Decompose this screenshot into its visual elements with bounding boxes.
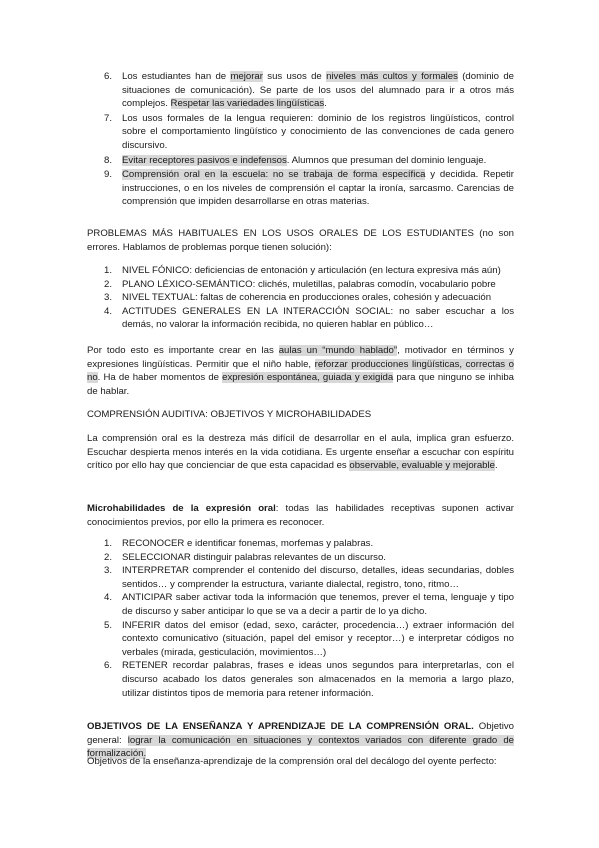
- paragraph-decalogo: Objetivos de la enseñanza-aprendizaje de la comprensión oral del decálogo del oyente perfecto:: [87, 756, 497, 767]
- highlighted-text: observable, evaluable y mejorable: [349, 460, 495, 472]
- list-item: [104, 264, 514, 278]
- text-run: .: [494, 460, 498, 472]
- highlighted-text: aulas un “mundo hablado”: [278, 345, 398, 356]
- text-run: SELECCIONAR distinguir palabras relevantes de un discurso.: [122, 551, 386, 563]
- list-item-number: 8.: [104, 154, 113, 166]
- list-item: [104, 619, 514, 660]
- list-item: [104, 70, 514, 111]
- text-run: para que ninguno se inhiba de hablar.: [87, 372, 514, 397]
- bold-text: Microhabilidades de la expresión oral: [87, 503, 276, 514]
- highlighted-text: Evitar receptores pasivos e indefensos: [122, 154, 287, 166]
- text-run: RECONOCER e identificar fonemas, morfemas y palabras.: [122, 538, 374, 549]
- list-item: [104, 305, 514, 332]
- text-run: Los usos formales de la lengua requieren: dominio de los registros lingüísticos, control sobre el comportamiento lingüístico y conocimiento de las convenciones de cada genero discursivo.: [122, 112, 514, 151]
- list-item-number: 7.: [104, 112, 113, 124]
- highlighted-text: Comprensión oral en la escuela: no se trabaja de forma específica: [122, 169, 426, 181]
- list-item: [104, 591, 514, 618]
- problems-intro: PROBLEMAS MÁS HABITUALES EN LOS USOS ORALES DE LOS ESTUDIANTES (no son errores. Hablamos de problemas porque tienen solución):: [87, 228, 514, 253]
- paragraph-por-todo: [87, 344, 514, 398]
- text-run: ANTICIPAR saber activar toda la información que tenemos, prever el tema, lenguaje y tipo de discurso y saber anticipar lo que se va a decir a partir de lo ya dicho.: [122, 592, 514, 617]
- paragraph-microhabilidades: [87, 502, 514, 529]
- list-item-number: 1.: [104, 265, 113, 276]
- list-item: [104, 537, 514, 551]
- highlighted-text: mejorar: [230, 71, 263, 82]
- highlighted-text: lograr la comunicación en situaciones y contextos variados con diferente grado de formalización.: [87, 734, 514, 760]
- list-item-number: 6.: [104, 660, 113, 672]
- list-item: [104, 291, 514, 305]
- list-item-number: 9.: [104, 169, 113, 181]
- text-run: NIVEL FÓNICO: deficiencias de entonación y articulación (en lectura expresiva más aún): [122, 265, 501, 276]
- highlighted-text: reforzar producciones lingüísticas, correctas o no: [87, 358, 514, 384]
- highlighted-text: Respetar las variedades lingüísticas: [170, 98, 325, 110]
- text-run: (dominio de situaciones de comunicación). Se parte de los usos del alumnado para ir a otros más complejos.: [122, 71, 514, 110]
- text-run: Los estudiantes han de: [122, 71, 231, 82]
- list-item: [104, 112, 514, 153]
- text-run: sus usos de: [262, 71, 327, 82]
- highlighted-text: expresión espontánea, guiada y exigida: [222, 372, 394, 384]
- text-run: INFERIR datos del emisor (edad, sexo, carácter, procedencia…) extraer información del contexto comunicativo (situación, papel del emisor y receptor…) e interpretar códigos no verbales (mirada, gesticulación, movimientos…): [122, 619, 514, 658]
- list-item: [104, 564, 514, 591]
- list-recommendations: [104, 70, 514, 209]
- text-run: NIVEL TEXTUAL: faltas de coherencia en producciones orales, cohesión y adecuación: [122, 292, 492, 304]
- list-item-number: 1.: [104, 538, 113, 549]
- list-item-number: 4.: [104, 305, 113, 317]
- list-item: [104, 551, 514, 565]
- section-heading: COMPRENSIÓN AUDITIVA: OBJETIVOS Y MICROHABILIDADES: [87, 409, 372, 420]
- list-item-number: 3.: [104, 565, 113, 577]
- text-run: : todas las habilidades receptivas suponen activar conocimientos previos, por ello la primera es reconocer.: [87, 503, 514, 528]
- bold-text: OBJETIVOS DE LA ENSEÑANZA Y APRENDIZAJE DE LA COMPRENSIÓN ORAL.: [87, 721, 474, 732]
- text-run: Objetivo general:: [87, 721, 514, 746]
- text-run: La comprensión oral es la destreza más difícil de desarrollar en el aula, implica gran esfuerzo. Escuchar despierta menos interés en la vida cotidiana. Es urgente enseñar a escuchar con espíritu crítico por ello hay que concienciar de que esta capacidad es: [87, 433, 514, 472]
- list-item-number: 5.: [104, 619, 113, 631]
- list-item-number: 2.: [104, 278, 113, 290]
- text-run: .: [324, 98, 327, 110]
- text-run: y decidida. Repetir instrucciones, o en los niveles de comprensión el captar la ironía, sarcasmo. Carencias de comprensión que impiden desarrollarse en otras materias.: [122, 169, 514, 208]
- list-item: [104, 659, 514, 700]
- text-run: PLANO LÉXICO-SEMÁNTICO: clichés, muletillas, palabras comodín, vocabulario pobre: [122, 278, 496, 290]
- highlighted-text: niveles más cultos y formales: [326, 71, 458, 82]
- list-item-number: 3.: [104, 292, 113, 304]
- list-item: [104, 154, 514, 168]
- text-run: Por todo esto es importante crear en las: [87, 345, 279, 356]
- list-microskills: [104, 537, 514, 700]
- list-problems: [104, 264, 514, 332]
- text-run: ACTITUDES GENERALES EN LA INTERACCIÓN SOCIAL: no saber escuchar a los demás, no valorar la información recibida, no quieren hablar en público…: [122, 305, 514, 331]
- list-item-number: 2.: [104, 551, 113, 563]
- list-item-number: 4.: [104, 592, 113, 604]
- list-item: [104, 278, 514, 292]
- list-item-number: 6.: [104, 71, 113, 82]
- text-run: . Ha de haber momentos de: [97, 372, 223, 384]
- list-item: [104, 168, 514, 209]
- text-run: INTERPRETAR comprender el contenido del discurso, detalles, ideas secundarias, dobles sentidos… y comprender la estructura, variante dialectal, registro, tono, ritmo…: [122, 565, 514, 590]
- text-run: , motivador en términos y expresiones lingüísticas. Permitir que el niño hable,: [87, 345, 514, 370]
- text-run: . Alumnos que presuman del dominio lenguaje.: [286, 154, 487, 166]
- paragraph-comprension: [87, 432, 514, 473]
- text-run: RETENER recordar palabras, frases e ideas unos segundos para interpretarlas, con el discurso acabado los datos generales son almacenados en la memoria a largo plazo, utilizar distintos tipos de memoria para retener información.: [122, 660, 514, 699]
